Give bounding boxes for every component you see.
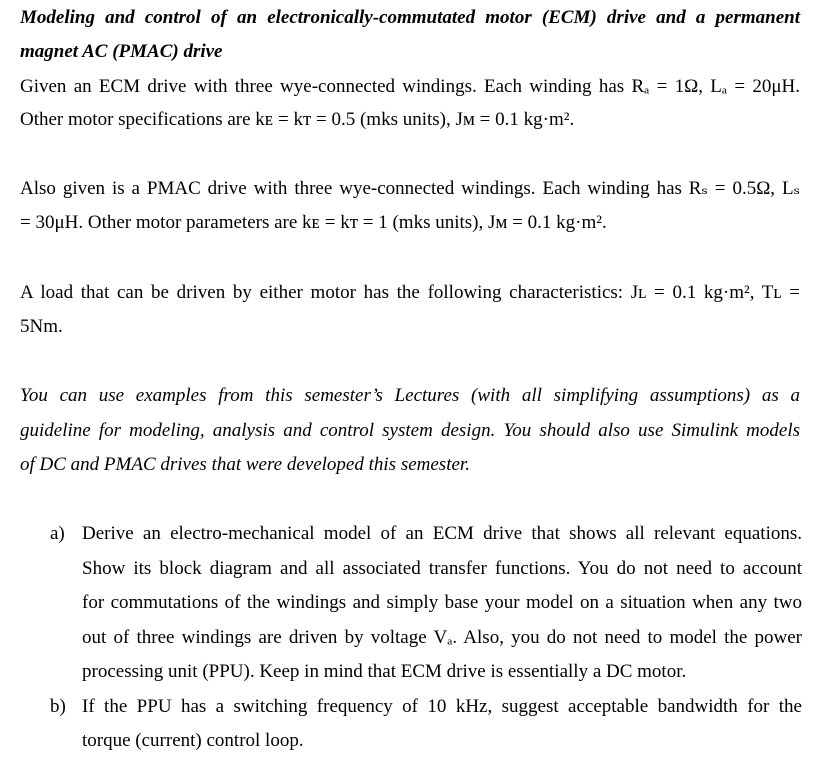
question-a-line-4: out of three windings are driven by voltage Vₐ. Also, you do not need to model the power	[82, 627, 802, 648]
question-a-line-2: Show its block diagram and all associated transfer functions. You do not need to account	[82, 558, 802, 579]
guideline-paragraph-line-3: of DC and PMAC drives that were developed this semester.	[20, 454, 470, 475]
guideline-paragraph-line-2: guideline for modeling, analysis and control system design. You should also use Simulink models	[20, 420, 800, 441]
question-b-line-2: torque (current) control loop.	[82, 730, 304, 751]
question-a-line-3: for commutations of the windings and simply base your model on a situation when any two	[82, 592, 802, 613]
question-b-line-1: If the PPU has a switching frequency of 10 kHz, suggest acceptable bandwidth for the	[82, 696, 802, 717]
title-line-2: magnet AC (PMAC) drive	[20, 41, 223, 62]
load-paragraph-line-1: A load that can be driven by either motor has the following characteristics: Jʟ = 0.1 kg·m², Tʟ =	[20, 282, 800, 303]
pmac-paragraph-line-2: = 30μH. Other motor parameters are kᴇ = kᴛ = 1 (mks units), Jᴍ = 0.1 kg·m².	[20, 212, 607, 233]
pmac-paragraph-line-1: Also given is a PMAC drive with three wye-connected windings. Each winding has Rₛ = 0.5Ω, Lₛ	[20, 178, 800, 199]
load-paragraph-line-2: 5Nm.	[20, 316, 63, 337]
question-b-label: b)	[50, 696, 66, 717]
title-line-1: Modeling and control of an electronically-commutated motor (ECM) drive and a permanent	[20, 7, 800, 28]
guideline-paragraph-line-1: You can use examples from this semester’s Lectures (with all simplifying assumptions) as a	[20, 385, 800, 406]
question-a-label: a)	[50, 523, 65, 544]
ecm-paragraph-line-2: Other motor specifications are kᴇ = kᴛ = 0.5 (mks units), Jᴍ = 0.1 kg·m².	[20, 109, 575, 130]
question-a-line-1: Derive an electro-mechanical model of an ECM drive that shows all relevant equations.	[82, 523, 802, 544]
ecm-paragraph-line-1: Given an ECM drive with three wye-connected windings. Each winding has Rₐ = 1Ω, Lₐ = 20μH.	[20, 76, 800, 97]
question-a-line-5: processing unit (PPU). Keep in mind that ECM drive is essentially a DC motor.	[82, 661, 687, 682]
